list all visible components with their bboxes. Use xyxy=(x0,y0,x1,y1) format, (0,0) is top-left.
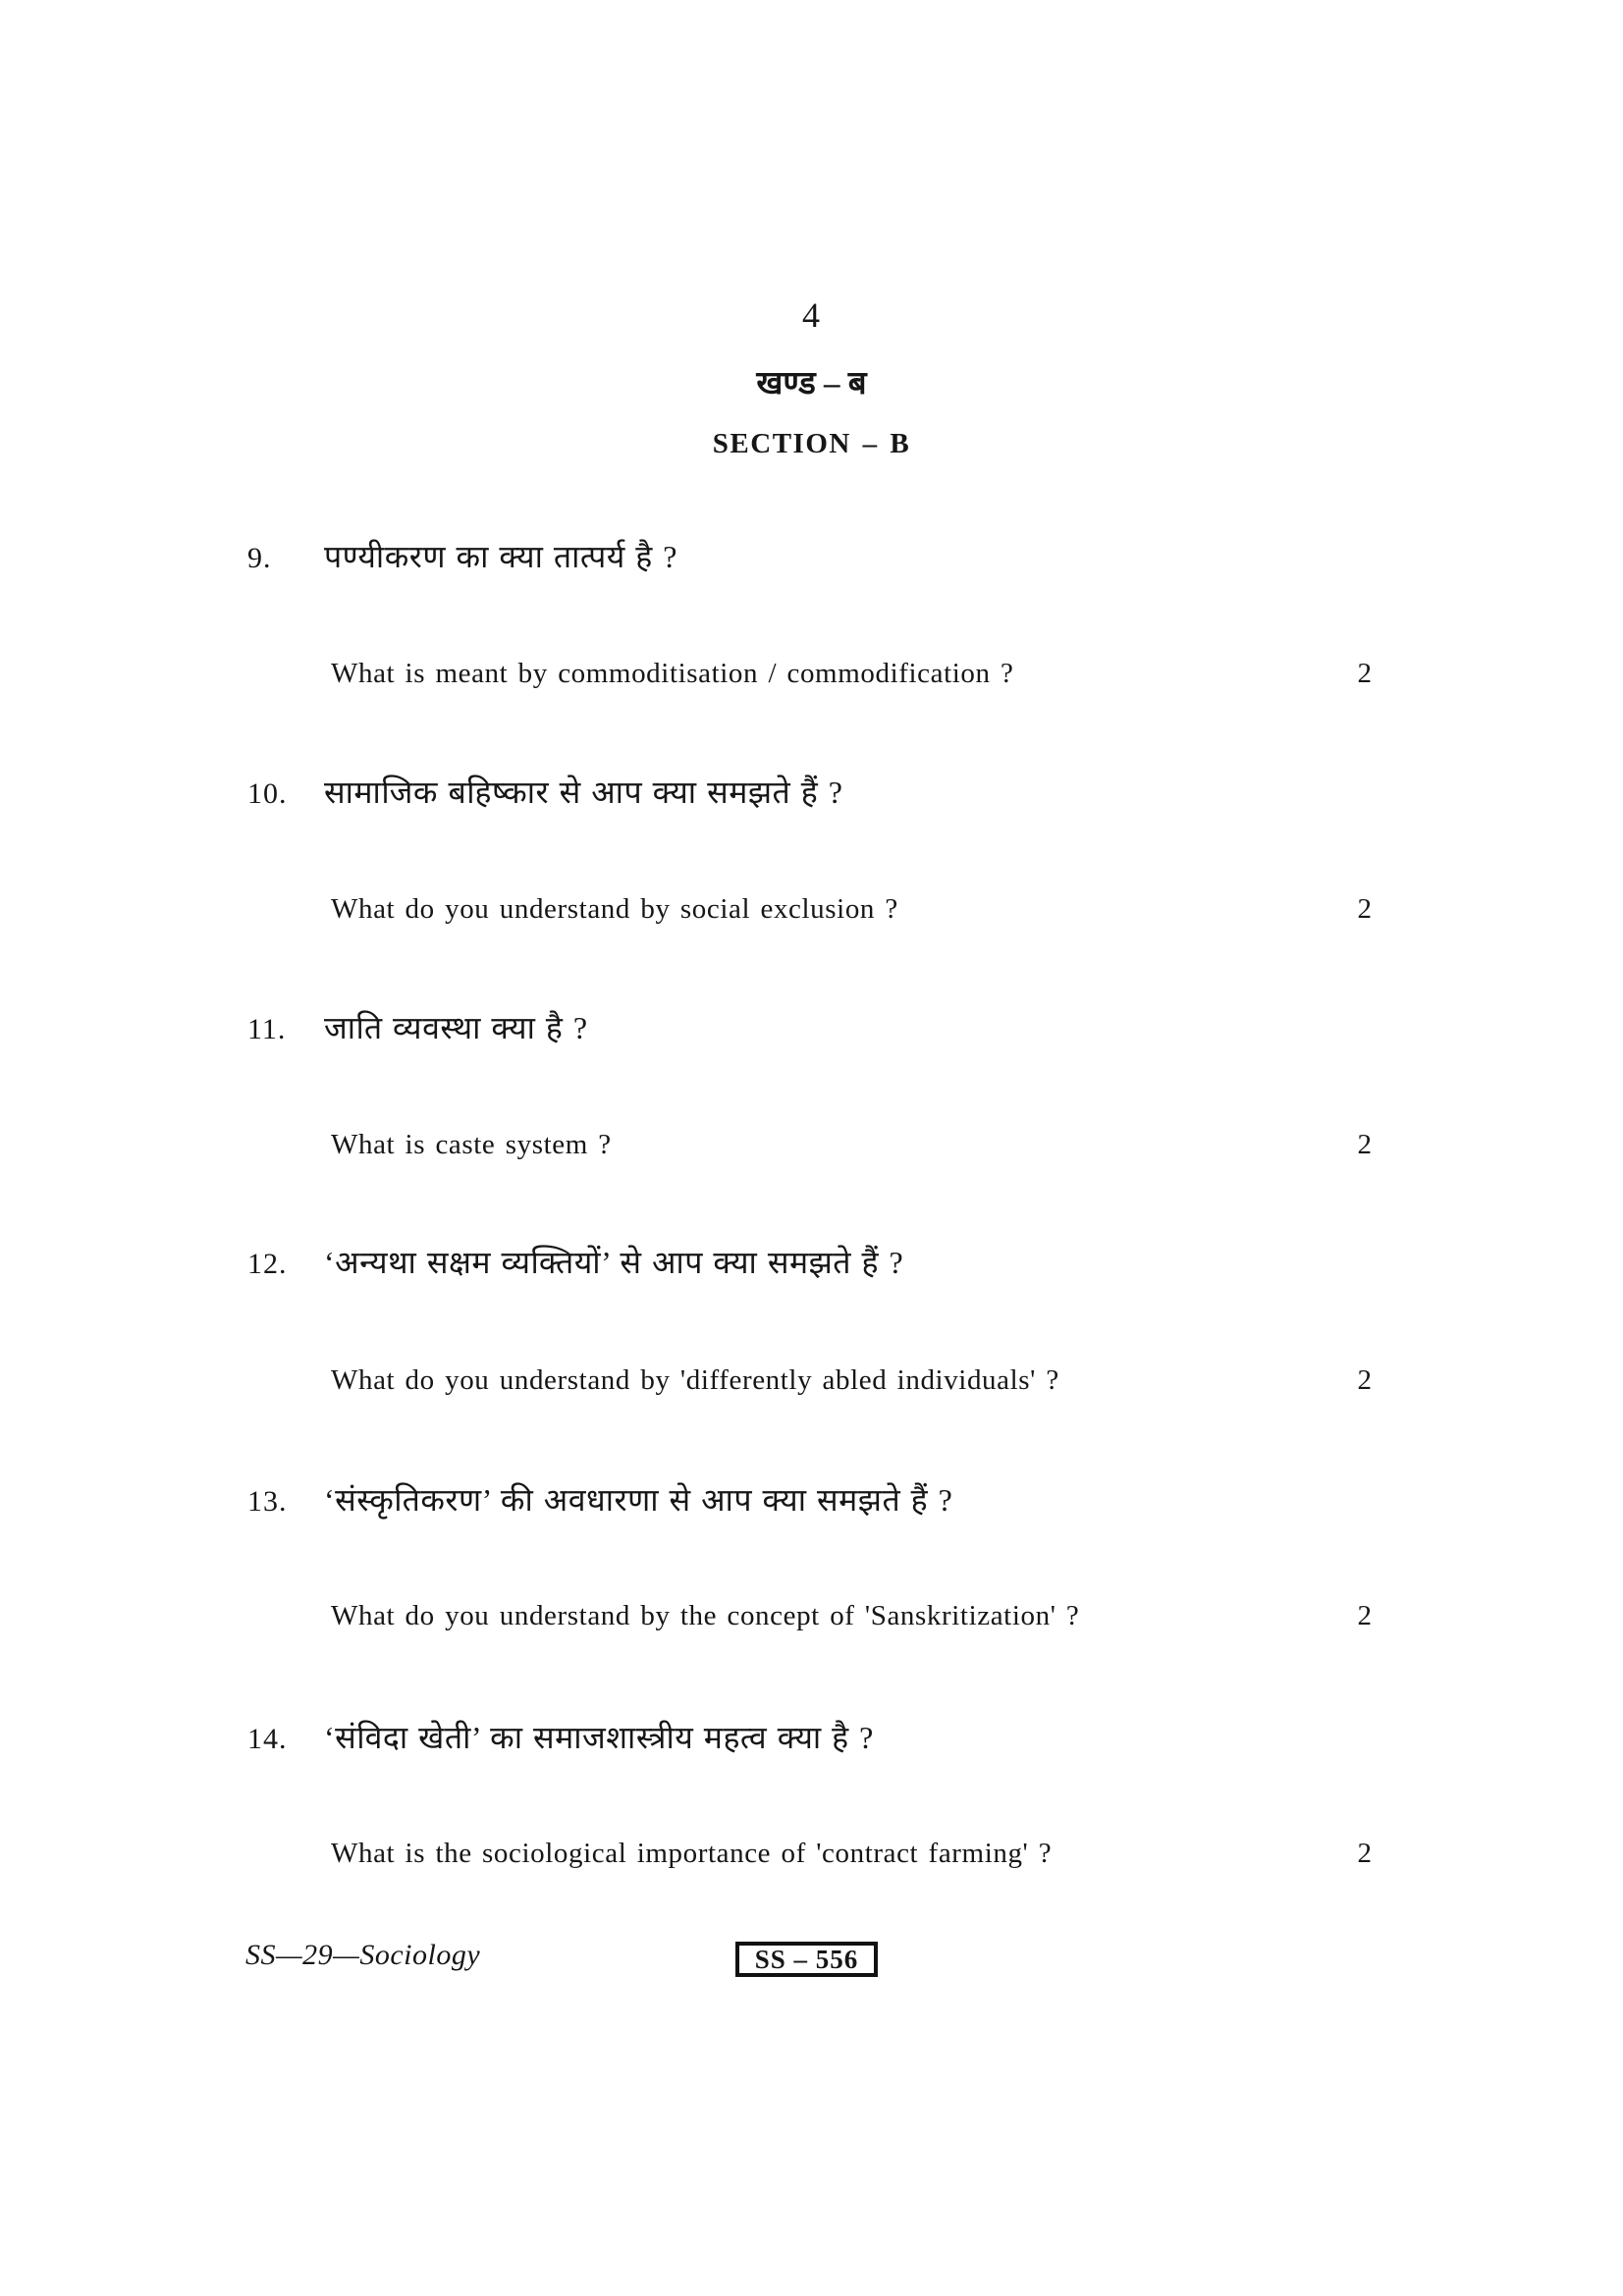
question-row xyxy=(247,535,1372,580)
question-number: 11. xyxy=(247,1013,287,1045)
question-text-english: What do you understand by social exclusion ? xyxy=(331,893,898,925)
question-text-hindi: जाति व्यवस्था क्या है ? xyxy=(324,1010,588,1045)
section-title-hindi: खण्ड – ब xyxy=(756,366,867,401)
question-row-english xyxy=(331,890,1372,928)
footer-booklet-code: SS – 556 xyxy=(754,1944,859,1974)
question-row-english xyxy=(331,1126,1372,1163)
question-number: 12. xyxy=(247,1248,288,1280)
question-row-english xyxy=(331,1835,1372,1872)
question-row xyxy=(247,1241,1372,1286)
footer-booklet-code-box xyxy=(735,1942,878,1977)
marks-value: 2 xyxy=(1357,658,1372,689)
question-text-english: What is meant by commoditisation / commodification ? xyxy=(331,658,1014,689)
question-row xyxy=(247,1006,1372,1051)
question-text-hindi: ‘अन्यथा सक्षम व्यक्तियों’ से आप क्या समझते हैं ? xyxy=(324,1245,904,1280)
question-row xyxy=(247,771,1372,816)
question-number: 13. xyxy=(247,1485,288,1518)
question-text-english: What is the sociological importance of 'contract farming' ? xyxy=(331,1838,1053,1869)
question-row-english xyxy=(331,1362,1372,1399)
question-row xyxy=(247,1716,1372,1761)
question-text-english: What do you understand by 'differently abled individuals' ? xyxy=(331,1364,1059,1396)
page-number: 4 xyxy=(802,295,821,335)
question-row xyxy=(247,1478,1372,1523)
question-text-english: What is caste system ? xyxy=(331,1129,612,1160)
section-title-english: SECTION – B xyxy=(712,428,911,459)
question-number: 14. xyxy=(247,1723,288,1755)
question-text-hindi: ‘संविदा खेती’ का समाजशास्त्रीय महत्व क्या है ? xyxy=(324,1720,874,1755)
question-text-hindi: सामाजिक बहिष्कार से आप क्या समझते हैं ? xyxy=(324,774,843,810)
question-number: 9. xyxy=(247,542,272,574)
marks-value: 2 xyxy=(1357,1838,1372,1869)
marks-value: 2 xyxy=(1357,893,1372,925)
question-row-english xyxy=(331,655,1372,692)
question-text-english: What do you understand by the concept of 'Sanskritization' ? xyxy=(331,1600,1080,1631)
question-number: 10. xyxy=(247,777,288,810)
question-text-hindi: पण्यीकरण का क्या तात्पर्य है ? xyxy=(324,539,677,574)
question-text-hindi: ‘संस्कृतिकरण’ की अवधारणा से आप क्या समझते हैं ? xyxy=(324,1482,953,1518)
footer-paper-code: SS—29—Sociology xyxy=(245,1939,481,1971)
marks-value: 2 xyxy=(1357,1600,1372,1631)
marks-value: 2 xyxy=(1357,1364,1372,1396)
marks-value: 2 xyxy=(1357,1129,1372,1160)
question-row-english xyxy=(331,1597,1372,1634)
